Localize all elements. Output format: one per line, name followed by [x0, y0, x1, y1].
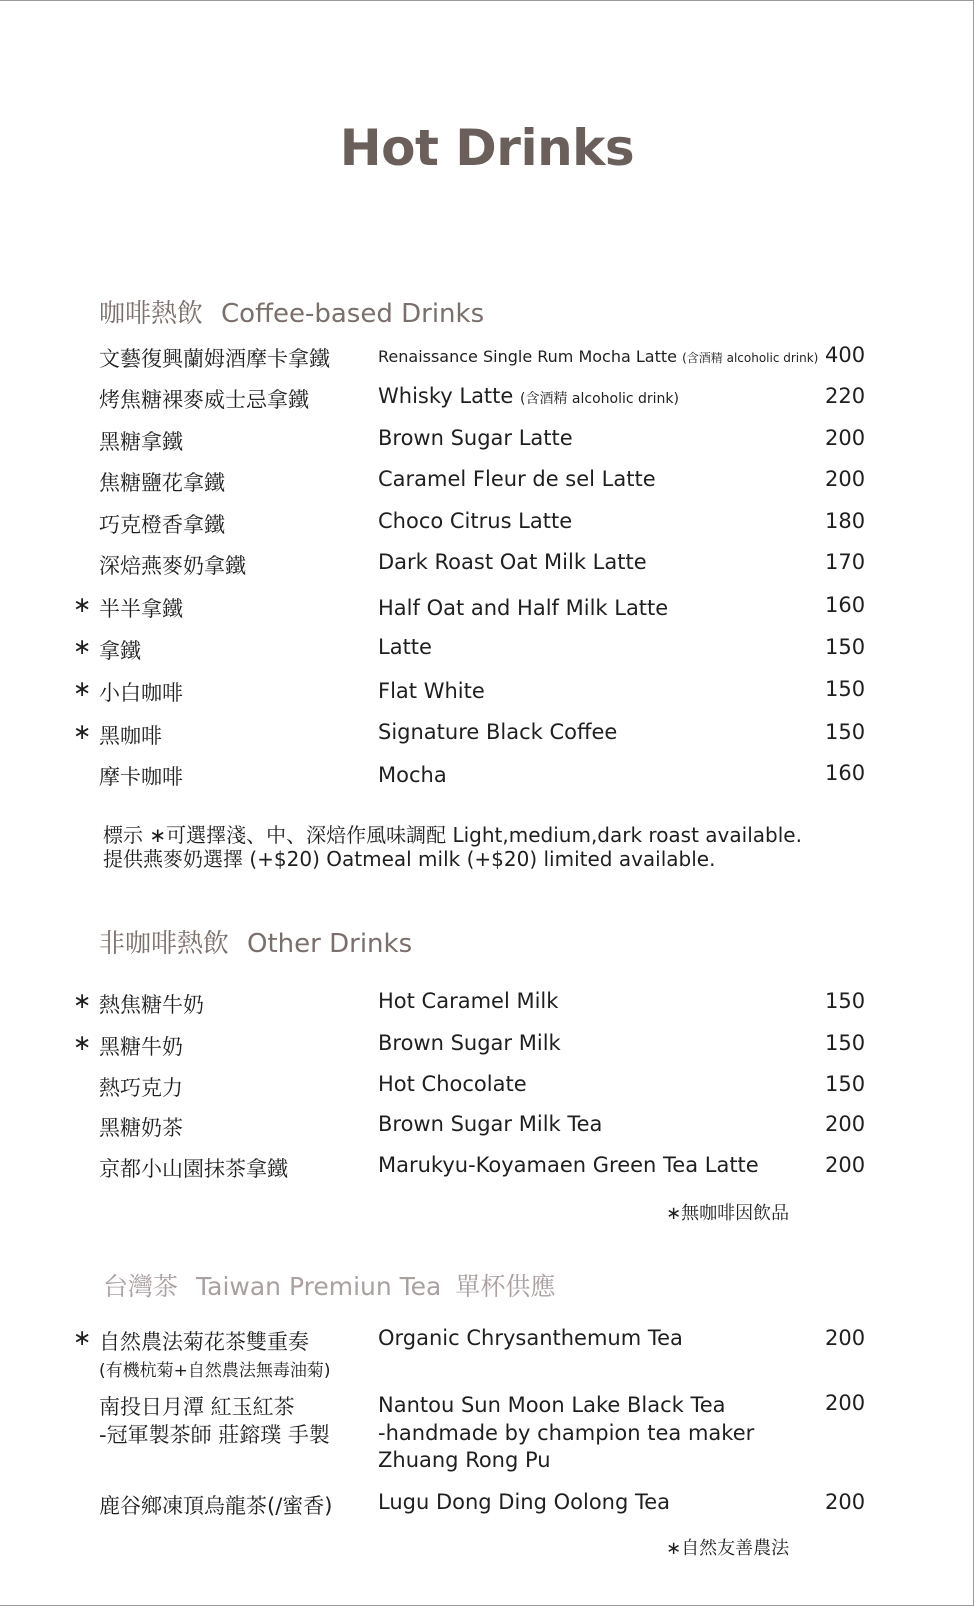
- roast-footnote: 標示 ∗可選擇淺、中、深焙作風味調配 Light,medium,dark roast available.: [103, 823, 802, 847]
- item-name-en: Marukyu-Koyamaen Green Tea Latte: [378, 1153, 759, 1177]
- menu-item: [0, 1153, 974, 1183]
- item-price: 150: [825, 989, 866, 1013]
- tea-heading-en: Taiwan Premiun Tea: [196, 1272, 442, 1301]
- item-name-en: Latte: [378, 635, 432, 659]
- item-price: 200: [825, 1490, 866, 1514]
- item-name-en: Brown Sugar Latte: [378, 426, 573, 450]
- page-title: Hot Drinks: [339, 119, 635, 177]
- item-price: 200: [825, 467, 866, 491]
- menu-item: [0, 426, 974, 456]
- item-price: 180: [825, 509, 866, 533]
- menu-item: [0, 1391, 974, 1472]
- item-name-en: Whisky Latte (含酒精 alcoholic drink): [378, 384, 679, 408]
- item-price: 200: [825, 1153, 866, 1177]
- item-name-en: Nantou Sun Moon Lake Black Tea: [378, 1393, 726, 1417]
- item-price: 200: [825, 1391, 866, 1415]
- tea-heading-zh: 台灣茶: [103, 1272, 179, 1301]
- item-name-zh: 巧克橙香拿鐵: [99, 513, 225, 537]
- item-name-zh: 熱巧克力: [99, 1076, 183, 1100]
- menu-item: [0, 509, 974, 539]
- item-price: 150: [825, 1072, 866, 1096]
- caffeine-free-marker: ∗: [73, 989, 92, 1014]
- item-name-en: Dark Roast Oat Milk Latte: [378, 550, 647, 574]
- alcohol-note: (含酒精 alcoholic drink): [520, 391, 679, 407]
- item-name-zh: 黑糖奶茶: [99, 1116, 183, 1140]
- tea-section-heading: [103, 1267, 555, 1303]
- item-name-en: Hot Chocolate: [378, 1072, 527, 1096]
- item-name-zh: 黑糖牛奶: [99, 1035, 183, 1059]
- roast-option-marker: ∗: [73, 720, 92, 745]
- item-name-zh: 黑糖拿鐵: [99, 430, 183, 454]
- roast-option-marker: ∗: [73, 635, 92, 660]
- item-price: 200: [825, 426, 866, 450]
- item-name-en: Mocha: [378, 763, 447, 787]
- caffeine-free-note: ∗無咖啡因飲品: [666, 1203, 790, 1224]
- item-price: 220: [825, 384, 866, 408]
- tea-heading-suffix: 單杯供應: [455, 1272, 556, 1301]
- roast-option-marker: ∗: [73, 677, 92, 702]
- item-name-zh: 拿鐵: [99, 639, 141, 663]
- item-name-en-line3: Zhuang Rong Pu: [378, 1448, 551, 1472]
- menu-item: [0, 593, 974, 623]
- menu-item: [0, 467, 974, 497]
- item-name-zh-line2: -冠軍製茶師 莊鎔璞 手製: [99, 1423, 330, 1447]
- item-name-en: Caramel Fleur de sel Latte: [378, 467, 656, 491]
- item-name-zh: 自然農法菊花茶雙重奏: [99, 1330, 309, 1354]
- other-heading-zh: 非咖啡熱飲: [99, 929, 230, 959]
- item-name-en: Signature Black Coffee: [378, 720, 618, 744]
- menu-item: [0, 635, 974, 665]
- coffee-footnote: [103, 823, 802, 871]
- menu-item: [0, 1326, 974, 1381]
- item-name-en: Brown Sugar Milk: [378, 1031, 561, 1055]
- item-name-en: Hot Caramel Milk: [378, 989, 559, 1013]
- menu-item: [0, 761, 974, 791]
- natural-farming-marker: ∗: [73, 1326, 92, 1351]
- item-price: 400: [825, 343, 866, 367]
- item-name-en: Organic Chrysanthemum Tea: [378, 1326, 683, 1350]
- item-name-zh: 焦糖鹽花拿鐵: [99, 471, 225, 495]
- item-name-en: Choco Citrus Latte: [378, 509, 573, 533]
- item-name-zh: 深焙燕麥奶拿鐵: [99, 554, 246, 578]
- item-name-zh: 京都小山園抹茶拿鐵: [99, 1157, 288, 1181]
- item-name-zh: 烤焦糖裸麥威士忌拿鐵: [99, 388, 309, 412]
- menu-item: [0, 1072, 974, 1102]
- roast-option-marker: ∗: [73, 593, 92, 618]
- item-price: 150: [825, 635, 866, 659]
- item-price: 170: [825, 550, 866, 574]
- item-name-zh: 黑咖啡: [99, 724, 162, 748]
- item-name-zh: 文藝復興蘭姆酒摩卡拿鐵: [99, 347, 330, 371]
- caffeine-free-marker: ∗: [73, 1031, 92, 1056]
- item-name-zh: 熱焦糖牛奶: [99, 993, 204, 1017]
- item-name-en: Lugu Dong Ding Oolong Tea: [378, 1490, 671, 1514]
- coffee-heading-en: Coffee-based Drinks: [221, 299, 485, 329]
- item-name-zh: 鹿谷鄉凍頂烏龍茶(/蜜香): [99, 1494, 333, 1518]
- menu-item: [0, 677, 974, 707]
- item-name-en: Half Oat and Half Milk Latte: [378, 596, 669, 620]
- coffee-heading-zh: 咖啡熱飲: [99, 299, 204, 329]
- item-price: 150: [825, 720, 866, 744]
- item-price: 160: [825, 593, 866, 617]
- item-name-zh: 半半拿鐵: [99, 597, 183, 621]
- alcohol-note: (含酒精 alcoholic drink): [682, 351, 819, 365]
- item-price: 160: [825, 761, 866, 785]
- item-name-zh: 摩卡咖啡: [99, 765, 183, 789]
- menu-item: [0, 1112, 974, 1142]
- oat-milk-footnote: 提供燕麥奶選擇 (+$20) Oatmeal milk (+$20) limited available.: [103, 847, 716, 871]
- item-name-en: Renaissance Single Rum Mocha Latte (含酒精 alcoholic drink): [378, 347, 819, 366]
- coffee-section-heading: [99, 293, 484, 330]
- item-price: 150: [825, 677, 866, 701]
- menu-item: [0, 1490, 974, 1520]
- menu-item: [0, 550, 974, 580]
- other-section-heading: [99, 923, 412, 960]
- item-name-zh: 南投日月潭 紅玉紅茶: [99, 1395, 295, 1419]
- natural-farming-note: ∗自然友善農法: [666, 1538, 790, 1559]
- item-subtitle-zh: (有機杭菊+自然農法無毒油菊): [99, 1361, 331, 1381]
- menu-item: [0, 343, 974, 373]
- item-name-en: Flat White: [378, 679, 485, 703]
- other-heading-en: Other Drinks: [247, 929, 413, 959]
- menu-item: [0, 384, 974, 414]
- item-price: 150: [825, 1031, 866, 1055]
- item-price: 200: [825, 1326, 866, 1350]
- item-name-en: Brown Sugar Milk Tea: [378, 1112, 603, 1136]
- item-name-zh: 小白咖啡: [99, 681, 183, 705]
- item-price: 200: [825, 1112, 866, 1136]
- menu-item: [0, 989, 974, 1019]
- menu-item: [0, 720, 974, 750]
- menu-item: [0, 1031, 974, 1061]
- item-name-en-line2: -handmade by champion tea maker: [378, 1421, 755, 1445]
